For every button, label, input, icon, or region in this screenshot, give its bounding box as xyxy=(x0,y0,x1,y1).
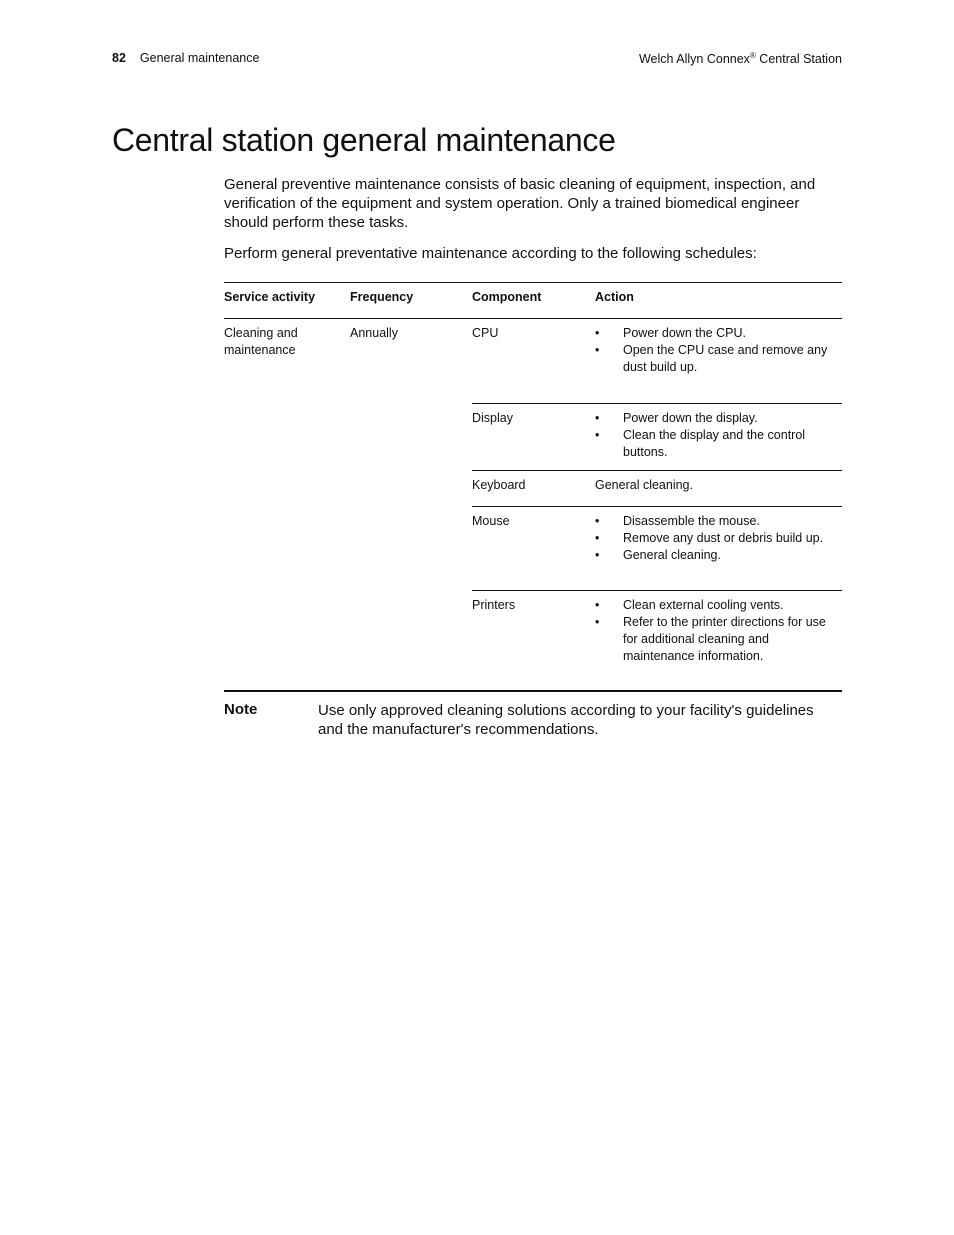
intro-paragraph: General preventive maintenance consists of basic cleaning of equipment, inspection, and verification of the equipment and system operation. Only a trained biomedical engineer should perform these tasks. xyxy=(224,176,816,231)
action-item: • Disassemble the mouse. xyxy=(595,513,842,530)
header-component: Component xyxy=(472,290,542,304)
action-list xyxy=(595,325,842,376)
action-cell: General cleaning. xyxy=(595,478,693,492)
product-suffix: Central Station xyxy=(755,52,842,66)
component-cell: Printers xyxy=(472,598,516,612)
action-cell xyxy=(595,319,842,376)
table-row xyxy=(472,471,842,507)
table-row xyxy=(472,591,842,691)
header-frequency: Frequency xyxy=(350,290,414,304)
frequency-cell: Annually xyxy=(350,326,398,340)
action-list xyxy=(595,597,842,665)
action-item: • Remove any dust or debris build up. xyxy=(595,530,842,547)
action-cell xyxy=(595,404,842,461)
action-item: • Refer to the printer directions for use for additional cleaning and maintenance information. xyxy=(595,614,842,665)
component-rows xyxy=(472,319,842,691)
action-item: • Clean the display and the control buttons. xyxy=(595,427,842,461)
note-label: Note xyxy=(224,701,258,718)
schedule-paragraph: Perform general preventative maintenance according to the following schedules: xyxy=(224,245,757,262)
component-cell: Keyboard xyxy=(472,478,526,492)
page-number: 82 xyxy=(112,51,126,65)
table-row xyxy=(472,507,842,591)
registered-mark: ® xyxy=(749,51,756,60)
note-box xyxy=(224,690,842,738)
header-left xyxy=(112,51,259,65)
page-header xyxy=(112,51,842,69)
table-header xyxy=(224,283,842,319)
table-body xyxy=(224,319,842,691)
component-cell: Mouse xyxy=(472,514,510,528)
table-row xyxy=(472,319,842,404)
action-list xyxy=(595,513,842,564)
maintenance-table xyxy=(224,282,842,691)
page-title: Central station general maintenance xyxy=(112,122,616,158)
action-cell xyxy=(595,591,842,665)
component-cell: CPU xyxy=(472,326,499,340)
action-item: • General cleaning. xyxy=(595,547,842,564)
service-activity-cell: Cleaning and maintenance xyxy=(224,326,298,357)
header-section: General maintenance xyxy=(139,51,260,65)
header-action: Action xyxy=(595,290,634,304)
header-right xyxy=(639,51,842,66)
action-item: • Clean external cooling vents. xyxy=(595,597,842,614)
action-item: • Open the CPU case and remove any dust build up. xyxy=(595,342,842,376)
action-list xyxy=(595,410,842,461)
header-service-activity: Service activity xyxy=(224,290,316,304)
action-cell xyxy=(595,507,842,564)
table-row xyxy=(472,404,842,471)
product-name: Welch Allyn Connex xyxy=(638,52,750,66)
component-cell: Display xyxy=(472,411,513,425)
note-text: Use only approved cleaning solutions according to your facility's guidelines and the manufacturer's recommendations. xyxy=(318,702,814,738)
action-item: • Power down the display. xyxy=(595,410,842,427)
action-item: • Power down the CPU. xyxy=(595,325,842,342)
